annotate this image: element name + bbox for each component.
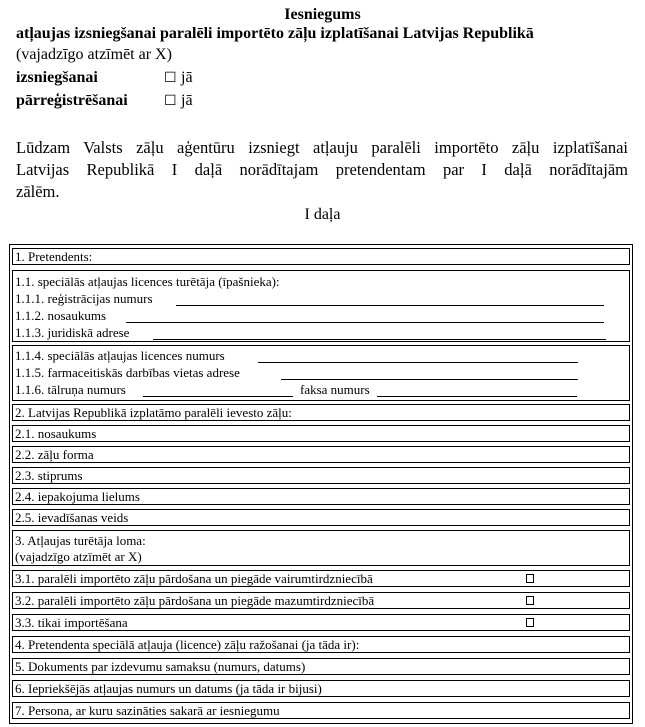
- medicines-label: 2. Latvijas Republikā izplatāmo paralēli ievesto zāļu:: [15, 405, 292, 420]
- registration-number-label: 1.1.1. reģistrācijas numurs: [15, 291, 153, 306]
- name-label: 1.1.2. nosaukums: [15, 308, 106, 323]
- form-row-dosage-form[interactable]: [12, 446, 630, 463]
- form-row-payment-document[interactable]: [12, 658, 630, 675]
- part-title: I daļa: [304, 206, 341, 223]
- wholesale-label: 3.1. paralēli importēto zāļu pārdošana un piegāde vairumtirdzniecībā: [15, 571, 373, 586]
- application-form: [9, 244, 633, 724]
- form-row-package-size[interactable]: [12, 488, 630, 505]
- option-reregister-label: pārreģistrēšanai: [16, 92, 128, 109]
- form-row-medicine-name[interactable]: [12, 425, 630, 442]
- retail-label: 3.2. paralēli importēto zāļu pārdošana un piegāde mazumtirdzniecībā: [15, 593, 375, 608]
- form-row-contact-person[interactable]: [12, 702, 630, 719]
- name-field[interactable]: [126, 322, 604, 323]
- fax-field[interactable]: [377, 396, 577, 397]
- license-number-field[interactable]: [258, 362, 578, 363]
- option-issue: [16, 69, 193, 87]
- phone-label: 1.1.6. tālruņa numurs: [15, 382, 126, 397]
- phone-field[interactable]: [143, 396, 293, 397]
- wholesale-checkbox[interactable]: [526, 574, 534, 583]
- previous-permit-label: 6. Iepriekšējās atļaujas numurs un datums (ja tāda ir bijusi): [15, 681, 322, 696]
- route-label: 2.5. ievadīšanas veids: [15, 510, 129, 525]
- medicine-name-label: 2.1. nosaukums: [15, 426, 97, 441]
- option-reregister-value: jā: [181, 92, 193, 109]
- document-subtitle: atļaujas izsniegšanai paralēli importēto zāļu izplatīšanai Latvijas Republikā: [16, 25, 534, 42]
- registration-number-field[interactable]: [176, 305, 604, 306]
- applicant-label: 1. Pretendents:: [15, 249, 93, 264]
- option-reregister: [16, 92, 193, 110]
- form-row-retail: [12, 592, 630, 609]
- form-row-applicant: [12, 248, 630, 265]
- manufacturing-license-label: 4. Pretendenta speciālā atļauja (licence) zāļu ražošanai (ja tāda ir):: [15, 637, 360, 652]
- holder-role-note: (vajadzīgo atzīmēt ar X): [15, 549, 142, 564]
- form-row-wholesale: [12, 570, 630, 587]
- retail-checkbox[interactable]: [526, 596, 534, 605]
- form-row-medicines: [12, 404, 630, 421]
- license-holder-label: 1.1. speciālās atļaujas licences turētāja (īpašnieka):: [15, 274, 280, 289]
- document-title: Iesniegums: [284, 6, 361, 23]
- strength-label: 2.3. stiprums: [15, 468, 83, 483]
- request-paragraph: [16, 137, 628, 203]
- selection-note: (vajadzīgo atzīmēt ar X): [16, 46, 172, 63]
- payment-document-label: 5. Dokuments par izdevumu samaksu (numurs, datums): [15, 659, 306, 674]
- request-line: Latvijas Republikā I daļā norādītajam pretendentam par I daļā norādītajām: [16, 160, 628, 179]
- import-only-label: 3.3. tikai importēšana: [15, 615, 128, 630]
- form-block-license-details: [12, 345, 630, 401]
- fax-label: faksa numurs: [300, 382, 370, 397]
- form-row-strength[interactable]: [12, 467, 630, 484]
- option-reregister-checkbox[interactable]: ☐: [164, 94, 177, 109]
- form-block-license-holder: [12, 270, 630, 342]
- form-row-holder-role: [12, 530, 630, 566]
- form-row-import-only: [12, 614, 630, 631]
- legal-address-label: 1.1.3. juridiskā adrese: [15, 325, 130, 340]
- legal-address-field[interactable]: [153, 339, 606, 340]
- request-line: zālēm.: [16, 182, 60, 201]
- dosage-form-label: 2.2. zāļu forma: [15, 447, 94, 462]
- import-only-checkbox[interactable]: [526, 618, 534, 627]
- contact-person-label: 7. Persona, ar kuru sazināties sakarā ar iesniegumu: [15, 703, 280, 718]
- license-number-label: 1.1.4. speciālās atļaujas licences numurs: [15, 348, 225, 363]
- request-line: Lūdzam Valsts zāļu aģentūru izsniegt atļauju paralēli importēto zāļu izplatīšanai: [16, 138, 628, 157]
- option-issue-label: izsniegšanai: [16, 69, 98, 86]
- form-row-route[interactable]: [12, 509, 630, 526]
- pharmacy-address-label: 1.1.5. farmaceitiskās darbības vietas adrese: [15, 365, 240, 380]
- pharmacy-address-field[interactable]: [281, 379, 578, 380]
- form-row-previous-permit[interactable]: [12, 680, 630, 697]
- option-issue-value: jā: [181, 69, 193, 86]
- holder-role-label: 3. Atļaujas turētāja loma:: [15, 533, 146, 548]
- option-issue-checkbox[interactable]: ☐: [164, 71, 177, 86]
- form-row-manufacturing-license[interactable]: [12, 636, 630, 653]
- package-size-label: 2.4. iepakojuma lielums: [15, 489, 140, 504]
